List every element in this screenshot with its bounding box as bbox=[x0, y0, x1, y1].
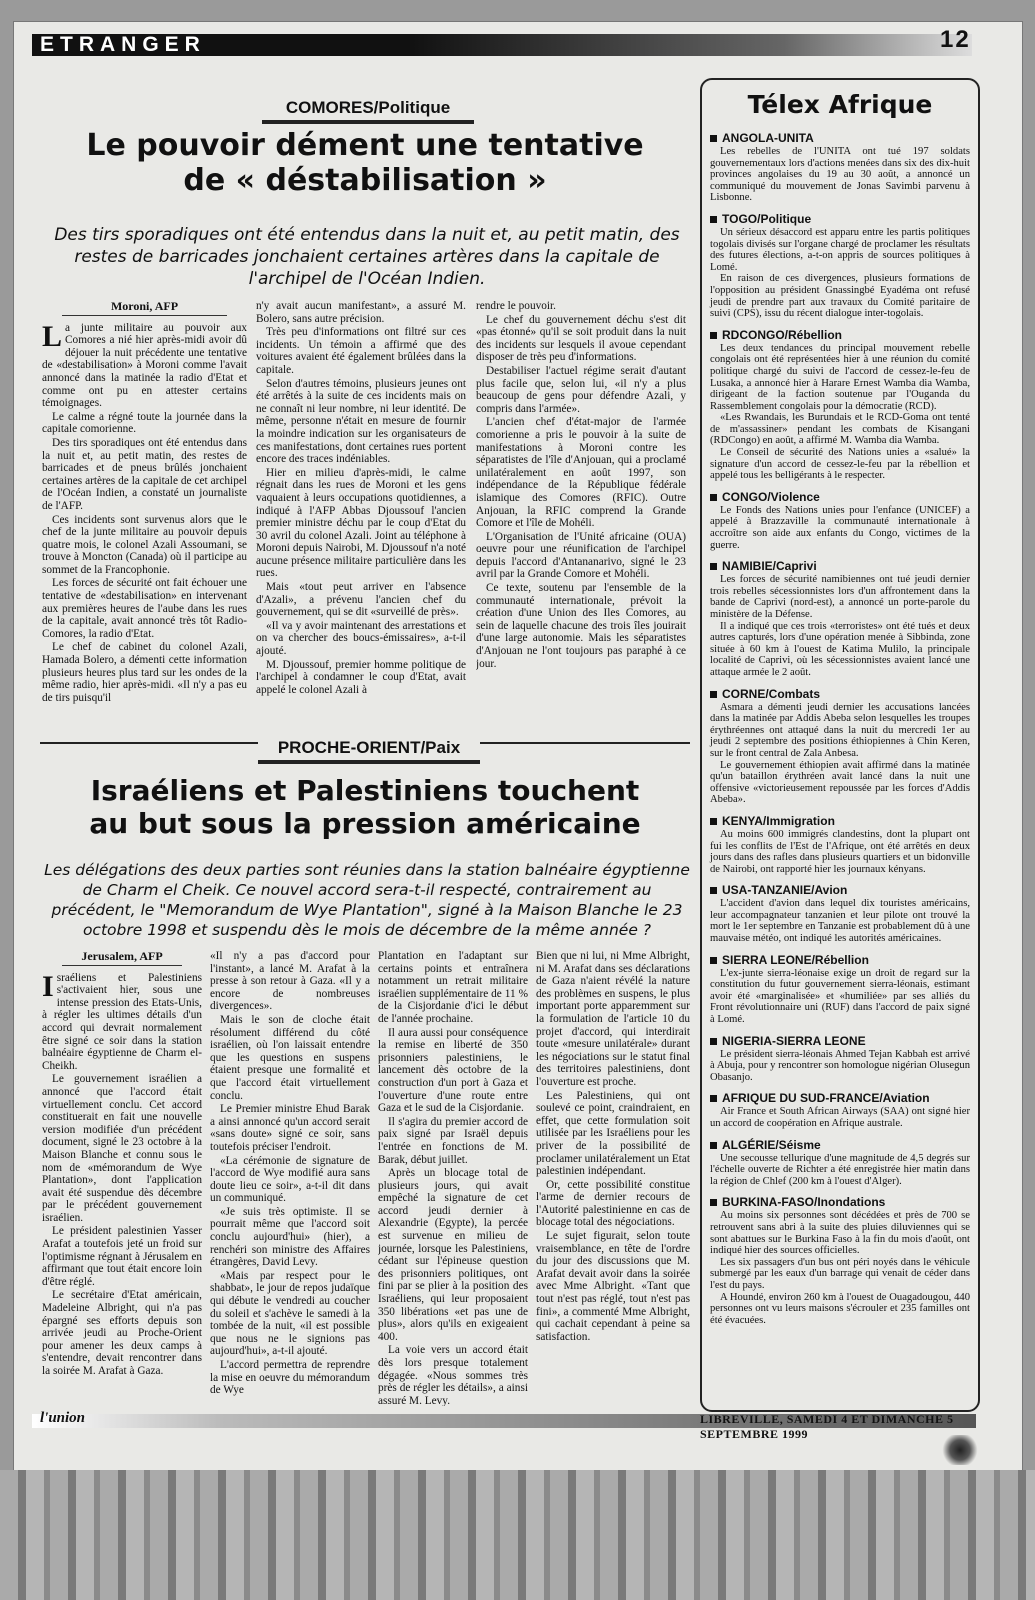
telex-item-text: A Houndé, environ 260 km à l'ouest de Ouagadougou, 440 personnes ont vu leurs maisons s'écrouler et 235 familles ont été évacuées. bbox=[710, 1291, 970, 1326]
telex-item-heading: SIERRA LEONE/Rébellion bbox=[710, 953, 970, 967]
article2-paragraph: Or, cette possibilité constitue l'arme de dernier recours de l'Autorité palestinienne en cas de blocage total des négociations. bbox=[536, 1178, 690, 1229]
article2-headline bbox=[40, 774, 690, 840]
article2-paragraph: Bien que ni lui, ni Mme Albright, ni M. Arafat dans ses déclarations de Gaza n'aient révélé la nature des problèmes en suspens, le plus important porte apparemment sur la formulation de l'article 10 du projet d'accord, qui interdirait toute «mesure unilatérale» durant les négociations sur le statut final des territoires palestiniens, dont l'ouverture est proche. bbox=[536, 950, 690, 1088]
telex-item-text: Au moins 600 immigrés clandestins, dont la plupart ont fui les conflits de l'Est de l'Afrique, ont été arrêtés en deux jours dans des rafles dans plusieurs quartiers et un bidonville de Nairobi, ont rapporté hier les journaux kényans. bbox=[710, 828, 970, 875]
ink-smudge bbox=[940, 1435, 980, 1465]
square-bullet-icon bbox=[710, 818, 717, 825]
article1-paragraph: Le calme a régné toute la journée dans la capitale comorienne. bbox=[42, 410, 247, 436]
article2-paragraph: La voie vers un accord était dès lors presque totalement dégagée. «Nous sommes très près de régler les détails», a ainsi assuré M. Levy. bbox=[378, 1344, 528, 1406]
telex-item-text: Un sérieux désaccord est apparu entre les partis politiques togolais divisés sur l'organe chargé de proclamer les résultats des futures élections, a-t-on appris de sources politiques à Lomé. bbox=[710, 226, 970, 273]
telex-item bbox=[702, 1195, 978, 1326]
article2-paragraph: L'accord permettra de reprendre la mise en oeuvre du mémorandum de Wye bbox=[210, 1359, 370, 1397]
telex-item-text: Le président sierra-léonais Ahmed Tejan Kabbah est arrivé à Abuja, pour y rencontrer son homologue nigérian Olusegun Obasanjo. bbox=[710, 1048, 970, 1083]
telex-items bbox=[702, 131, 978, 1326]
article2-paragraph: Le sujet figurait, selon toute vraisemblance, en tête de l'ordre du jour des discussions que M. Arafat devait avoir dans la soirée avec Mme Albright. «Tant que tout n'est pas réglé, tout n'est pas fini», a commenté Mme Albright, qui cachait cependant à peine sa satisfaction. bbox=[536, 1230, 690, 1343]
article2-column-2 bbox=[210, 950, 370, 1406]
article1-paragraph: Ces incidents sont survenus alors que le chef de la junte militaire au pouvoir depuis quatre mois, le colonel Azali Assoumani, se trouve à Moncton (Canada) où il participe au sommet de la Francophonie. bbox=[42, 513, 247, 576]
telex-item-heading: BURKINA-FASO/Inondations bbox=[710, 1195, 970, 1209]
drop-cap: I bbox=[42, 969, 54, 1003]
newspaper-logo: l'union bbox=[40, 1410, 86, 1426]
square-bullet-icon bbox=[710, 135, 717, 142]
telex-item-text: Les forces de sécurité namibiennes ont tué jeudi dernier trois rebelles sécessionnistes lors d'un affrontement dans la bande de Caprivi (nord-est), a annoncé un porte-parole du ministère de la Défense. bbox=[710, 574, 970, 620]
section-rubric: ETRANGER bbox=[40, 33, 206, 56]
article1-paragraph: Hier en milieu d'après-midi, le calme régnait dans les rues de Moroni et les gens vaquaient à leurs occupations quotidiennes, a indiqué à l'AFP Abbas Djoussouf l'ancien premier ministre déchu par le coup d'Etat du 30 avril du colonel Azali. Joint au téléphone à Moroni depuis Nairobi, M. Djoussouf n'a noté aucune présence militaire particulière dans les rues. bbox=[256, 466, 466, 580]
article2-paragraph: Le président palestinien Yasser Arafat a toutefois jeté un froid sur l'optimisme régnant à Jérusalem en affirmant que tout était encore loin d'être réglé. bbox=[42, 1225, 202, 1288]
telex-item bbox=[702, 687, 978, 806]
article2-paragraph: Le Premier ministre Ehud Barak a ainsi annoncé qu'un accord serait «sans doute» signé ce soir, sans toutefois préciser l'endroit. bbox=[210, 1103, 370, 1153]
telex-item-text: Les six passagers d'un bus ont péri noyés dans le véhicule submergé par les eaux d'un barrage qui venait de céder dans l'est du pays. bbox=[710, 1256, 970, 1291]
telex-item-text: Les deux tendances du principal mouvement rebelle congolais ont été représentées hier à une réunion du comité politique chargé du suivi de l'accord de cessez-le-feu de Lusaka, a annoncé hier à Harare Ernest Wamba dia Wamba, dirigeant de la faction soutenue par l'Ouganda du Rassemblement congolais pour la démocratie (RCD). bbox=[710, 342, 970, 412]
square-bullet-icon bbox=[710, 1199, 717, 1206]
article1-chapo: Des tirs sporadiques ont été entendus dans la nuit et, au petit matin, des restes de barricades jonchaient certaines artères dans la capitale de l'archipel de l'Océan Indien. bbox=[54, 225, 680, 290]
telex-item bbox=[702, 1091, 978, 1129]
telex-item bbox=[702, 814, 978, 875]
square-bullet-icon bbox=[710, 216, 717, 223]
article2-paragraph: Mais le son de cloche était résolument différend du côté israélien, où l'on laissait entendre que les questions en suspens étaient presque une formalité et que l'accord était virtuellement conclu. bbox=[210, 1013, 370, 1102]
article1-paragraph: Des tirs sporadiques ont été entendus dans la nuit et, au petit matin, des restes de barricades et de pneus brûlés jonchaient certaines artères de la capitale de cet archipel de l'Océan Indien, a constaté un journaliste de l'AFP. bbox=[42, 436, 247, 512]
telex-item-text: Il a indiqué que ces trois «terroristes» ont été tués et deux autres capturés, lors d'une opération menée à Sibbinda, zone située à 60 km à l'ouest de Katima Mulilo, la principale localité de Caprivi, où les sécessionnistes avaient lancé une attaque armée le 2 août. bbox=[710, 620, 970, 678]
telex-item-text: Asmara a démenti jeudi dernier les accusations lancées dans la matinée par Addis Abeba selon lesquelles les troupes érythréennes ont attaqué dans la nuit du mercredi 1er au jeudi 2 septembre des positions éthiopiennes à Chin Keren, sur le front central de Zala Anbesa. bbox=[710, 701, 970, 759]
telex-item-heading: NAMIBIE/Caprivi bbox=[710, 559, 970, 573]
telex-item bbox=[702, 490, 978, 551]
telex-item-text: Le Conseil de sécurité des Nations unies a «salué» la signature d'un accord de cessez-le-feu par la rébellion et appelé tous les belligérants à le respecter. bbox=[710, 447, 970, 482]
article2-kicker: PROCHE-ORIENT/Paix bbox=[258, 738, 480, 764]
article1-headline-line2: de « déstabilisation » bbox=[183, 163, 547, 199]
telex-item-text: «Les Rwandais, les Burundais et le RCD-Goma ont tenté de m'assassiner» pendant les combats de Kisangani (RDCongo) en août, a affirmé M. Wamba dia Wamba. bbox=[710, 412, 970, 447]
article1-paragraph: Très peu d'informations ont filtré sur ces incidents. Un témoin a affirmé que des voitures avaient été également brûlées dans la capitale. bbox=[256, 326, 466, 376]
article2-paragraph: Il aura aussi pour conséquence la remise en liberté de 350 prisonniers palestiniens, le lancement dès octobre de la construction d'un port à Gaza et l'ouverture d'une route entre Gaza et le sud de la Cisjordanie. bbox=[378, 1026, 528, 1115]
telex-item-text: Le Fonds des Nations unies pour l'enfance (UNICEF) a appelé à Brazzaville la communauté internationale à accroître son aide aux enfants du Congo, victimes de la guerre. bbox=[710, 504, 970, 551]
square-bullet-icon bbox=[710, 957, 717, 964]
article1-paragraph: Les forces de sécurité ont fait échouer une tentative de «destabilisation» en intervenant aux premières heures de l'aube dans les rues de la capitale, avait annoncé très tôt Radio-Comores, la radio d'Etat. bbox=[42, 577, 247, 640]
telex-item-text: Le gouvernement éthiopien avait affirmé dans la matinée qu'un bataillon érythréen avait lancé dans la nuit une offensive «victorieusement repoussée par les forces d'Addis Abeba». bbox=[710, 759, 970, 806]
article1-paragraph: Mais «tout peut arriver en l'absence d'Azali», a prévenu l'ancien chef du gouvernement, qui se dit «surveillé de près». bbox=[256, 581, 466, 619]
telex-item-heading: ALGÉRIE/Séisme bbox=[710, 1138, 970, 1152]
telex-item-text: L'accident d'avion dans lequel dix touristes américains, leur accompagnateur tanzanien et leur pilote ont trouvé la mort le 1er septembre en Tanzanie est probablement dû à une mauvaise météo, ont indiqué les autorités américaines. bbox=[710, 898, 970, 945]
telex-item-text: Air France et South African Airways (SAA) ont signé hier un accord de coopération en Afrique australe. bbox=[710, 1106, 970, 1129]
square-bullet-icon bbox=[710, 1038, 717, 1045]
telex-item bbox=[702, 212, 978, 320]
article2-paragraph: «Mais par respect pour le shabbat», le jour de repos judaïque qui débute le vendredi au coucher du soleil et s'achève le samedi à la tombée de la nuit, «il est possible que nous ne le signions pas aujourd'hui», a-t-il ajouté. bbox=[210, 1269, 370, 1358]
telex-item-heading: NIGERIA-SIERRA LEONE bbox=[710, 1034, 970, 1048]
telex-afrique-box bbox=[700, 78, 980, 1412]
article1-paragraph: rendre le pouvoir. bbox=[476, 300, 556, 312]
article2-paragraph: Les Palestiniens, qui ont soulevé ce point, craindraient, en effet, que cette formulation soit utilisée par les Israéliens pour les priver de la possibilité de proclamer unilatéralement un Etat palestinien indépendant. bbox=[536, 1089, 690, 1178]
article2-paragraph: Plantation en l'adaptant sur certains points et entraînera notamment un retrait militaire israélien supplémentaire de 11 % de la Cisjordanie d'ici le début de l'année prochaine. bbox=[378, 950, 528, 1025]
article1-paragraph: La junte militaire au pouvoir aux Comores a nié hier après-midi avoir dû déjouer la nuit précédente une tentative de «destabilisation» à Moroni comme l'avait annoncé dans la matinée la radio d'Etat et comme ont pu en attester certains témoignages. bbox=[42, 319, 247, 410]
telex-item-heading: ANGOLA-UNITA bbox=[710, 131, 970, 145]
article1-paragraph: Destabiliser l'actuel régime serait d'autant plus facile que, selon lui, «il n'y a plus beaucoup de gens pour défendre Azali, y compris dans l'armée». bbox=[476, 364, 686, 415]
square-bullet-icon bbox=[710, 332, 717, 339]
article1-paragraph: M. Djoussouf, premier homme politique de l'archipel à condamner le coup d'Etat, avait appelé le colonel Azali à bbox=[256, 658, 466, 696]
telex-item-heading: CORNE/Combats bbox=[710, 687, 970, 701]
article2-headline-line2: au but sous la pression américaine bbox=[89, 807, 641, 841]
article2-paragraph: «Je suis très optimiste. Il se pourrait même que l'accord soit conclu aujourd'hui» (hier), a renchéri son ministre des Affaires étrangères, David Levy. bbox=[210, 1205, 370, 1269]
article1-paragraph: L'ancien chef d'état-major de l'armée comorienne a pris le pouvoir à la suite de manifestations à Moroni contre les séparatistes de l'île d'Anjouan, qui a proclamé unilatéralement en août 1997, son indépendance de la République fédérale islamique des Comores (RFIC). Outre Anjouan, la RFIC comprend la Grande Comore et l'île de Mohéli. bbox=[476, 416, 686, 530]
telex-item-text: Au moins six personnes sont décédées et près de 700 se retrouvent sans abri à la suite des pluies diluviennes qui se sont abattues sur le Burkina Faso à la fin du mois d'août, ont indiqué hier des sources officielles. bbox=[710, 1210, 970, 1257]
article2-column-1 bbox=[42, 950, 202, 1406]
telex-item bbox=[702, 131, 978, 204]
article2-paragraph: Israéliens et Palestiniens s'activaient hier, sous une intense pression des Etats-Unis, à régler les ultimes détails d'un accord qui devrait normalement être signé ce soir dans la station balnéaire égyptienne de Charm el-Cheikh. bbox=[42, 969, 202, 1072]
article1-column-3 bbox=[476, 300, 686, 720]
telex-item bbox=[702, 883, 978, 944]
article2-column-4 bbox=[536, 950, 690, 1406]
article2-paragraph: «La cérémonie de signature de l'accord de Wye modifié aura sans doute lieu ce soir», a-t-il dit dans un communiqué. bbox=[210, 1154, 370, 1205]
telex-item-heading: AFRIQUE DU SUD-FRANCE/Aviation bbox=[710, 1091, 970, 1105]
telex-item-heading: TOGO/Politique bbox=[710, 212, 970, 226]
telex-title: Télex Afrique bbox=[747, 90, 933, 119]
square-bullet-icon bbox=[710, 887, 717, 894]
telex-item-text: Une secousse tellurique d'une magnitude de 4,5 degrés sur l'échelle ouverte de Richter a été enregistrée hier matin dans la région de Chlef (200 km à l'ouest d'Alger). bbox=[710, 1152, 970, 1187]
footer-dateline: LIBREVILLE, SAMEDI 4 ET DIMANCHE 5 SEPTEMBRE 1999 bbox=[700, 1412, 954, 1441]
article2-column-3 bbox=[378, 950, 528, 1406]
article1-paragraph: Selon d'autres témoins, plusieurs jeunes ont été arrêtés à la suite de ces incidents mais on ne connaît ni leur nombre, ni leur identité. De même, personne n'était en mesure de fournir la moindre indication sur les organisateurs de ces manifestations, dont certaines rues portent encore des traces indéniables. bbox=[256, 377, 466, 466]
article1-headline bbox=[40, 128, 690, 199]
background-surface bbox=[0, 1470, 1035, 1600]
telex-item bbox=[702, 1138, 978, 1188]
article1-paragraph: Le chef du gouvernement déchu s'est dit «pas étonné» qu'il se soit produit dans la nuit des incidents sur lesquels il avoue cependant disposer de très peu d'informations. bbox=[476, 313, 686, 364]
telex-item bbox=[702, 1034, 978, 1084]
telex-item-text: En raison de ces divergences, plusieurs formations de l'opposition au président Gnassingbé Eyadéma ont refusé jeudi de prendre part aux travaux du Comité paritaire de suivi (CPS), issu du récent dialogue inter-togolais. bbox=[710, 273, 970, 320]
telex-item bbox=[702, 328, 978, 482]
article1-paragraph: Le chef de cabinet du colonel Azali, Hamada Bolero, a démenti cette information plusieurs heures plus tard sur les ondes de la même radio, hier après-midi. «Il n'y a pas eu de tirs puisqu'il bbox=[42, 641, 247, 704]
square-bullet-icon bbox=[710, 691, 717, 698]
article1-paragraph: «Il va y avoir maintenant des arrestations et on va chercher des boucs-émissaires», a-t-il ajouté. bbox=[256, 619, 466, 658]
telex-item-heading: KENYA/Immigration bbox=[710, 814, 970, 828]
telex-item bbox=[702, 559, 978, 678]
article1-column-1 bbox=[42, 300, 247, 720]
square-bullet-icon bbox=[710, 1142, 717, 1149]
telex-item-text: L'ex-junte sierra-léonaise exige un droit de regard sur la constitution du futur gouvernement sierra-léonais, estimant avoir été «marginalisée» et «humiliée» par ses alliés du Front révolutionnaire uni (RUF) dans l'accord de paix signé à Lomé. bbox=[710, 967, 970, 1026]
article2-chapo: Les délégations des deux parties sont réunies dans la station balnéaire égyptienne de Charm el Cheik. Ce nouvel accord sera-t-il respecté, contrairement au précédent, le "Memorandum de Wye Plantation", signé à la Maison Blanche le 23 octobre 1998 et suspendu dès le mois de décembre de la même année ? bbox=[44, 861, 690, 940]
article2-headline-line1: Israéliens et Palestiniens touchent bbox=[90, 774, 640, 807]
article2-paragraph: Le secrétaire d'Etat américain, Madeleine Albright, qui n'a pas épargné ses efforts depuis son arrivée jeudi au Proche-Orient pour amener les deux camps à s'entendre, devait rencontrer dans la soirée M. Arafat à Gaza. bbox=[42, 1289, 202, 1377]
telex-item-text: Les rebelles de l'UNITA ont tué 197 soldats gouvernementaux lors d'actions menées dans six des dix-huit provinces angolaises du 19 au 30 août, a annoncé un communiqué du mouvement de Jonas Savimbi parvenu à Lisbonne. bbox=[710, 146, 970, 204]
square-bullet-icon bbox=[710, 1095, 717, 1102]
article1-kicker: COMORES/Politique bbox=[262, 98, 474, 124]
article1-paragraph: n'y avait aucun manifestant», a assuré M. Bolero, sans autre précision. bbox=[256, 300, 466, 325]
article2-paragraph: Le gouvernement israélien a annoncé que l'accord était virtuellement conclu. Cet accord constituerait en fait une nouvelle version modifiée d'un précédent document, signé le 23 octobre à la Maison Blanche et connu sous le nom de «mémorandum de Wye Plantation», dont l'application avait été suspendue dès décembre par le précédent gouvernement israélien. bbox=[42, 1073, 202, 1224]
telex-item-heading: CONGO/Violence bbox=[710, 490, 970, 504]
article2-byline: Jerusalem, AFP bbox=[62, 950, 182, 966]
page-number: 12 bbox=[940, 26, 971, 53]
telex-item bbox=[702, 953, 978, 1026]
article1-byline: Moroni, AFP bbox=[62, 300, 227, 316]
telex-item-heading: USA-TANZANIE/Avion bbox=[710, 883, 970, 897]
article1-paragraph: Ce texte, soutenu par l'ensemble de la communauté internationale, prévoit la création d'une Union des Iles Comores, au sein de laquelle chacune des trois îles jouirait d'une large autonomie. Mais les séparatistes d'Anjouan ne l'ont toujours pas paraphé à ce jour. bbox=[476, 582, 686, 670]
article1-headline-line1: Le pouvoir dément une tentative bbox=[86, 128, 644, 163]
square-bullet-icon bbox=[710, 563, 717, 570]
article2-paragraph: Après un blocage total de plusieurs jours, qui avait empêché la signature de cet accord jeudi dernier à Alexandrie (Egypte), la percée est survenue en milieu de journée, lorsque les Palestiniens, cédant sur l'épineuse question des prisonniers politiques, ont fini par se plier à la position des Israéliens, qui leur proposaient 350 libérations «et pas une de plus», alors qu'ils en exigeaient 400. bbox=[378, 1167, 528, 1343]
article1-column-2 bbox=[256, 300, 466, 720]
article1-paragraph: L'Organisation de l'Unité africaine (OUA) oeuvre pour une réunification de l'archipel depuis l'accord d'Antananarivo, signé le 23 avril par la Grande Comore et Mohéli. bbox=[476, 530, 686, 581]
article2-paragraph: Il s'agira du premier accord de paix signé par Israël depuis l'entrée en fonctions de M. Barak, début juillet. bbox=[378, 1115, 528, 1166]
square-bullet-icon bbox=[710, 494, 717, 501]
drop-cap: L bbox=[42, 319, 63, 353]
telex-item-heading: RDCONGO/Rébellion bbox=[710, 328, 970, 342]
article2-paragraph: «Il n'y a pas d'accord pour l'instant», a lancé M. Arafat à la presse à son retour à Gaza. «Il y a encore de nombreuses divergences». bbox=[210, 950, 370, 1013]
